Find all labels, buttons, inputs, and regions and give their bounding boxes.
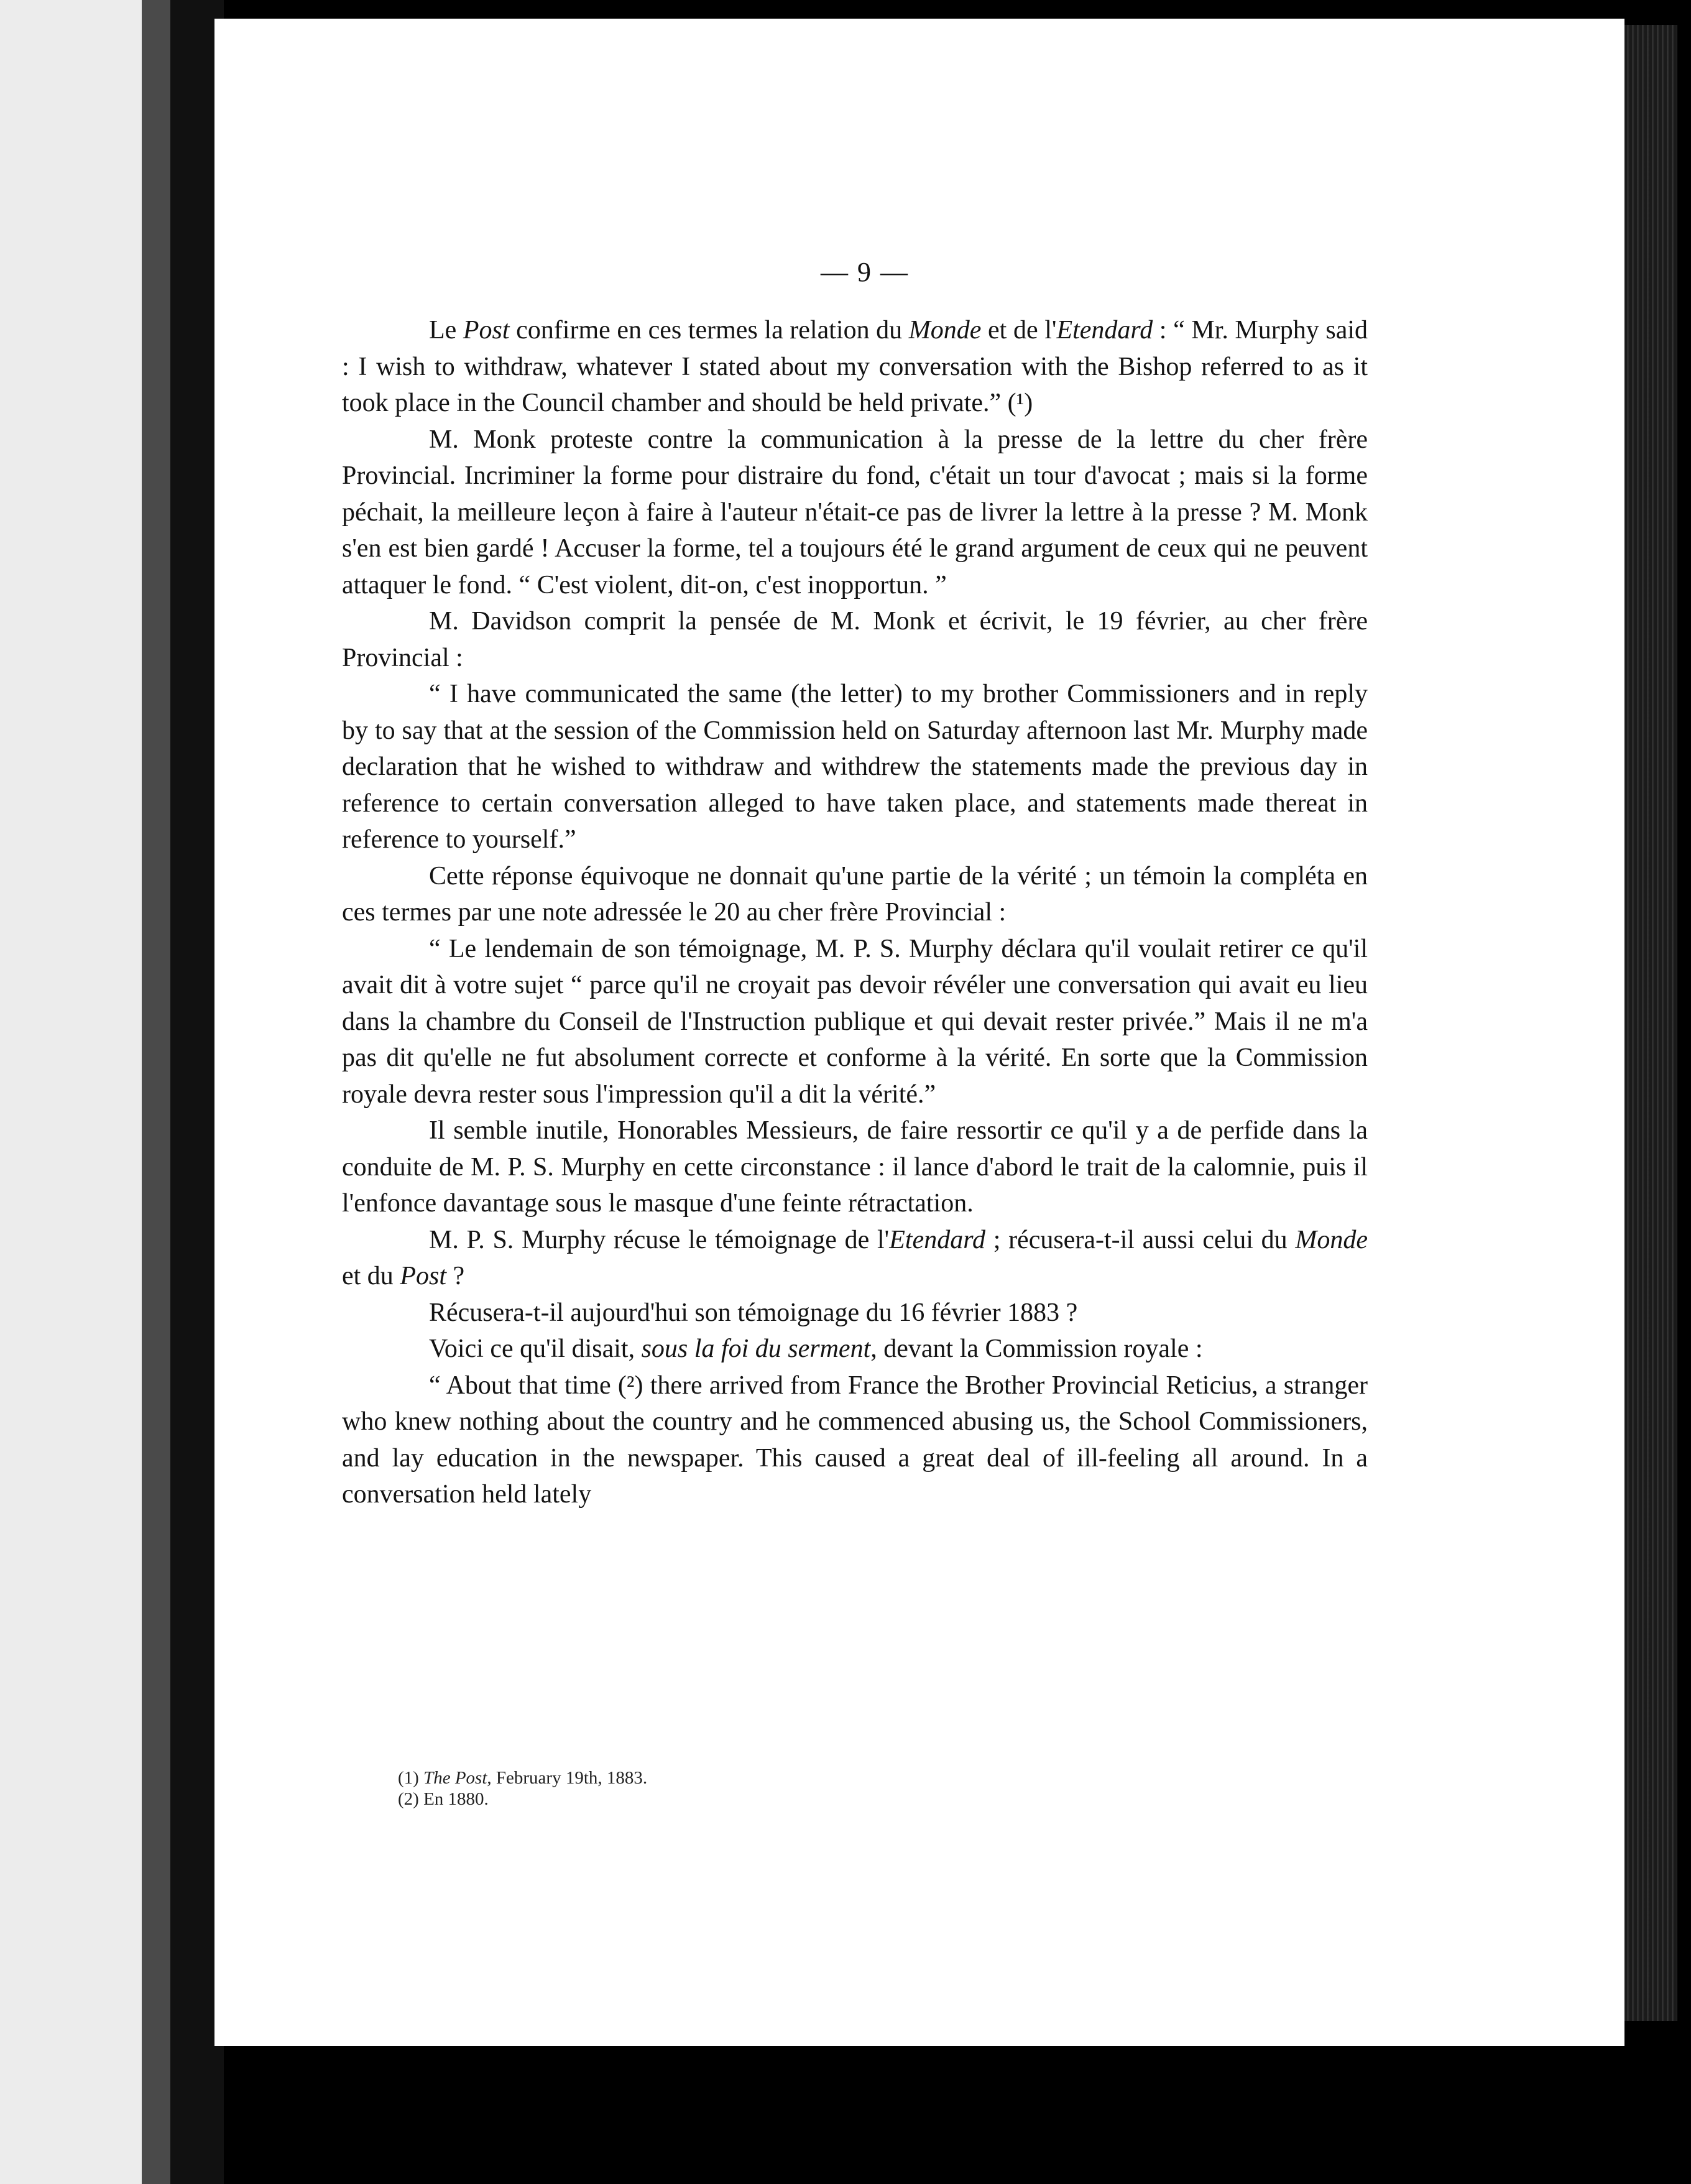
page-body-text — [342, 312, 1368, 1513]
italic-text: Post — [463, 316, 510, 345]
text-run: “ Le lendemain de son témoignage, M. P. S. Murphy déclara qu'il voulait retirer ce qu'il avait dit à votre sujet “ parce qu'il ne croyait pas devoir révéler une conversation qui avait eu lieu dans la chambre du Conseil de l'Instruction publique et qui devait rester privée.” Mais il ne m'a pas dit qu'elle ne fut absolument correcte et conforme à la vérité. En sorte que la Commission royale devra rester sous l'impression qu'il a dit la vérité.” — [342, 934, 1368, 1109]
text-run: Voici ce qu'il disait, — [429, 1335, 642, 1363]
text-run: Il semble inutile, Honorables Messieurs, de faire ressortir ce qu'il y a de perfide dans la conduite de M. P. S. Murphy en cette circonstance : il lance d'abord le trait de la calomnie, puis il l'enfonce davantage sous le masque d'une feinte rétractation. — [342, 1116, 1368, 1218]
italic-text: Monde — [1295, 1225, 1368, 1254]
footnote — [398, 1767, 1144, 1788]
text-run: : “ Mr. Murphy said : I wish to withdraw, whatever I stated about my conversation with the Bishop referred to as it took place in the Council chamber and should be held private.” (¹) — [342, 316, 1368, 417]
footnote-number: (1) — [398, 1768, 424, 1788]
footnote-number: (2) — [398, 1789, 424, 1809]
italic-text: Etendard — [889, 1225, 985, 1254]
text-run: Récusera-t-il aujourd'hui son témoignage du 16 février 1883 ? — [429, 1298, 1078, 1327]
italic-text: sous la foi du serment — [641, 1335, 871, 1363]
text-run: et de l' — [981, 316, 1057, 345]
text-run: Cette réponse équivoque ne donnait qu'une partie de la vérité ; un témoin la compléta en ces termes par une note adressée le 20 au cher frère Provincial : — [342, 861, 1368, 927]
text-run: M. Monk proteste contre la communication à la presse de la lettre du cher frère Provincial. Incriminer la forme pour distraire du fond, c'était un tour d'avocat ; mais si la forme péchait, la meilleure leçon à faire à l'auteur n'était-ce pas de livrer la lettre à la presse ? M. Monk s'en est bien gardé ! Accuser la forme, tel a toujours été le grand argument de ceux qui ne peuvent attaquer le fond. “ C'est violent, dit-on, c'est inopportun. ” — [342, 425, 1368, 599]
footnotes — [398, 1767, 1144, 1810]
italic-text: The Post — [423, 1768, 487, 1788]
quoted-paragraph — [342, 1367, 1368, 1513]
footnote — [398, 1788, 1144, 1810]
italic-text: Etendard — [1056, 316, 1153, 345]
text-run: , devant la Commission royale : — [870, 1335, 1203, 1363]
italic-text: Post — [400, 1262, 446, 1290]
text-run: Le — [429, 316, 463, 345]
scan-gutter-shadow — [142, 0, 170, 2184]
quoted-paragraph — [342, 931, 1368, 1113]
paragraph — [342, 1113, 1368, 1222]
paragraph — [342, 1295, 1368, 1331]
text-run: M. P. S. Murphy récuse le témoignage de l' — [429, 1225, 890, 1254]
text-run: “ I have communicated the same (the letter) to my brother Commissioners and in reply by to say that at the session of the Commission held on Saturday afternoon last Mr. Murphy made declaration that he wished to withdraw and withdrew the statements made the previous day in reference to certain conversation alleged to have taken place, and statements made thereat in reference to yourself.” — [342, 680, 1368, 854]
paragraph — [342, 858, 1368, 931]
text-run: ? — [446, 1262, 465, 1290]
scan-bottom-border — [224, 2046, 1691, 2184]
scan-left-margin — [0, 0, 142, 2184]
text-run: et du — [342, 1262, 400, 1290]
text-run: confirme en ces termes la relation du — [509, 316, 909, 345]
quoted-paragraph — [342, 676, 1368, 858]
paragraph — [342, 1331, 1368, 1367]
paragraph — [342, 1222, 1368, 1295]
paragraph — [342, 312, 1368, 422]
page-number: — 9 — — [821, 257, 909, 287]
text-run: M. Davidson comprit la pensée de M. Monk et écrivit, le 19 février, au cher frère Provincial : — [342, 607, 1368, 672]
text-run: “ About that time (²) there arrived from France the Brother Provincial Reticius, a stranger who knew nothing about the country and he commenced abusing us, the School Commissioners, and lay education in the newspaper. This caused a great deal of ill-feeling all around. In a conversation held lately — [342, 1371, 1368, 1509]
text-run: , February 19th, 1883. — [487, 1768, 648, 1788]
book-page-edges — [1624, 25, 1677, 2021]
italic-text: Monde — [908, 316, 982, 345]
text-run: En 1880. — [423, 1789, 489, 1809]
paragraph — [342, 422, 1368, 604]
text-run: ; récusera-t-il aussi celui du — [985, 1225, 1296, 1254]
paragraph — [342, 603, 1368, 676]
